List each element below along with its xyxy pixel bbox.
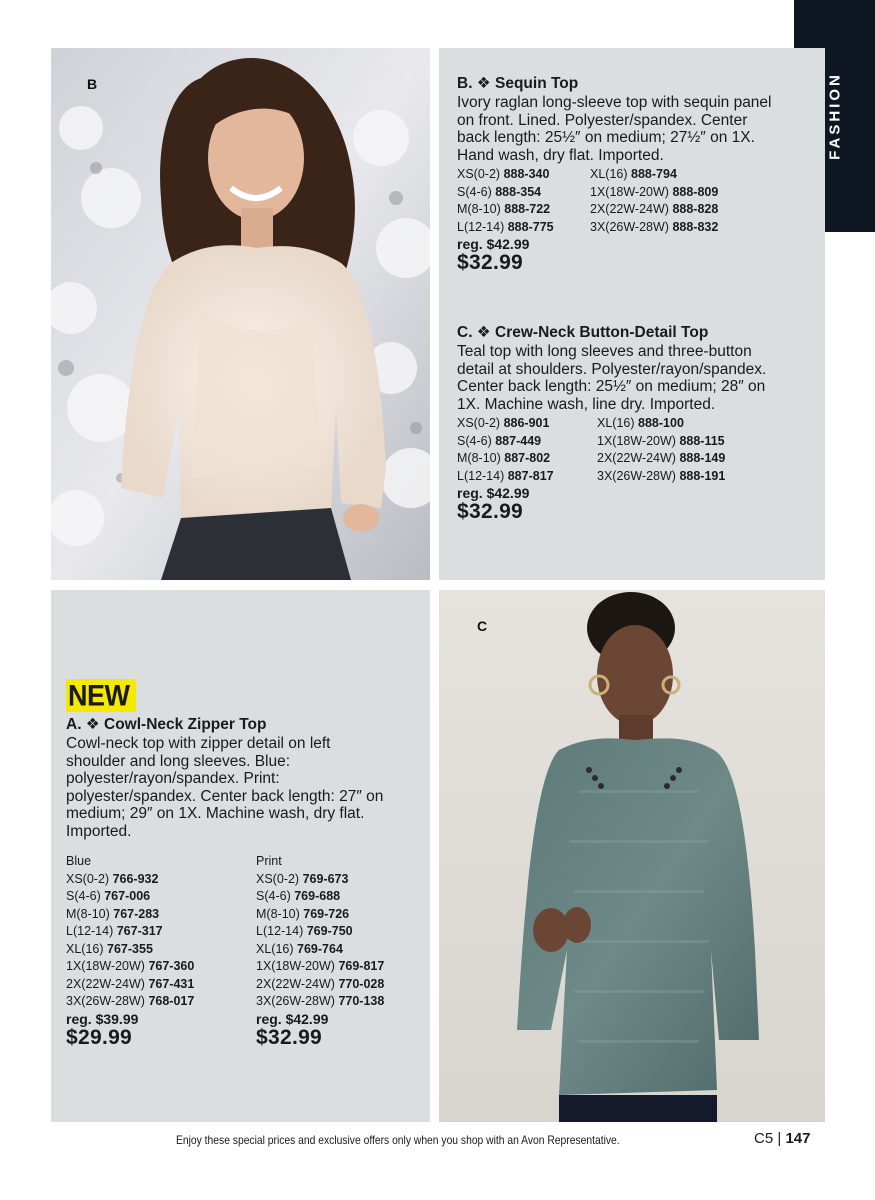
sku-item: S(4-6) 769-688 xyxy=(256,889,341,903)
sku-item: 3X(26W-28W) 770-138 xyxy=(256,994,385,1008)
product-b-title: B. ❖ Sequin Top xyxy=(457,75,579,92)
sku-item: 1X(18W-20W) 888-115 xyxy=(597,433,725,448)
sku-item: L(12-14) 769-750 xyxy=(256,924,353,938)
sku-item: M(8-10) 888-722 xyxy=(457,202,551,216)
variant-print xyxy=(256,853,421,1049)
sku-item: 1X(18W-20W) 767-360 xyxy=(66,959,195,973)
button-detail-top-illustration xyxy=(439,590,825,1122)
sku-item: 1X(18W-20W) 769-817 xyxy=(256,959,385,973)
variant-print-sale-price: $32.99 xyxy=(256,1025,323,1049)
sku-item: XS(0-2) 886-901 xyxy=(457,416,550,430)
sku-item: 1X(18W-20W) 888-809 xyxy=(590,184,719,199)
sku-item: XS(0-2) 888-340 xyxy=(457,167,550,181)
product-c-skus xyxy=(457,415,817,485)
product-a-description: Cowl-neck top with zipper detail on left shoulder and long sleeves. Blue: polyester/rayon/spandex. Print: polyester/spandex. Center back length: 27″ on medium; 29″ on 1X. Machine wash, dry flat. Imported. xyxy=(66,735,384,840)
sku-item: 3X(26W-28W) 888-832 xyxy=(590,219,719,234)
sku-item: L(12-14) 888-775 xyxy=(457,219,554,234)
product-c-regular-price: reg. $42.99 xyxy=(457,485,530,501)
footer-divider: | xyxy=(777,1130,786,1147)
sku-item: 3X(26W-28W) 888-191 xyxy=(597,468,726,483)
photo-letter-c: C xyxy=(477,618,488,634)
product-b-skus xyxy=(457,166,817,236)
product-a-title: A. ❖ Cowl-Neck Zipper Top xyxy=(66,716,267,733)
variant-print-regular-price: reg. $42.99 xyxy=(256,1010,329,1027)
sku-item: S(4-6) 767-006 xyxy=(66,889,151,903)
sku-item: S(4-6) 887-449 xyxy=(457,433,542,448)
variant-blue-label: Blue xyxy=(66,854,92,868)
sku-item: L(12-14) 887-817 xyxy=(457,468,554,483)
product-b xyxy=(457,75,817,274)
sku-item: 2X(22W-24W) 888-828 xyxy=(590,202,719,216)
photo-button-detail-top xyxy=(439,590,825,1122)
variant-blue-regular-price: reg. $39.99 xyxy=(66,1010,139,1027)
new-badge: NEW xyxy=(66,679,136,712)
variant-blue-sale-price: $29.99 xyxy=(66,1025,133,1049)
sku-item: 2X(22W-24W) 888-149 xyxy=(597,451,726,465)
photo-sequin-top xyxy=(51,48,430,580)
sku-item: XL(16) 767-355 xyxy=(66,941,153,956)
product-b-description: Ivory raglan long-sleeve top with sequin panel on front. Lined. Polyester/spandex. Center back length: 25½″ on medium; 27½″ on 1X. Hand wash, dry flat. Imported. xyxy=(457,94,772,164)
product-c xyxy=(457,324,817,523)
product-b-sale-price: $32.99 xyxy=(457,251,524,274)
sku-item: M(8-10) 887-802 xyxy=(457,451,551,465)
sku-item: 2X(22W-24W) 767-431 xyxy=(66,976,195,991)
sku-item: S(4-6) 888-354 xyxy=(457,184,542,199)
footer-disclaimer: Enjoy these special prices and exclusive offers only when you shop with an Avon Representative. xyxy=(176,1133,620,1147)
sku-item: XS(0-2) 766-932 xyxy=(66,871,159,886)
info-panel-a xyxy=(51,590,430,1122)
sku-item: XL(16) 769-764 xyxy=(256,941,343,956)
sku-item: 3X(26W-28W) 768-017 xyxy=(66,994,195,1008)
sku-item: M(8-10) 769-726 xyxy=(256,906,350,921)
footer-section: C5 xyxy=(754,1130,774,1147)
sku-item: M(8-10) 767-283 xyxy=(66,906,160,921)
sku-item: L(12-14) 767-317 xyxy=(66,924,163,938)
product-a xyxy=(66,679,421,1049)
footer-page-info xyxy=(754,1130,810,1147)
section-tab-label: FASHION xyxy=(826,72,843,160)
product-c-title: C. ❖ Crew-Neck Button-Detail Top xyxy=(457,324,709,341)
variant-blue xyxy=(66,853,256,1049)
sku-item: XL(16) 888-100 xyxy=(597,416,684,430)
product-b-regular-price: reg. $42.99 xyxy=(457,236,530,252)
product-c-sale-price: $32.99 xyxy=(457,500,524,523)
sku-item: XL(16) 888-794 xyxy=(590,167,677,181)
new-badge-wrap xyxy=(66,679,421,716)
photo-letter-b: B xyxy=(87,76,98,92)
variant-print-label: Print xyxy=(256,854,282,868)
footer-page-number: 147 xyxy=(785,1130,811,1147)
sequin-top-illustration xyxy=(51,48,430,580)
product-c-description: Teal top with long sleeves and three-button detail at shoulders. Polyester/rayon/spandex. Center back length: 25½″ on medium; 28″ on 1X. Machine wash, line dry. Imported. xyxy=(457,343,767,413)
info-panel-b-c xyxy=(439,48,825,580)
sku-item: 2X(22W-24W) 770-028 xyxy=(256,976,385,991)
sku-item: XS(0-2) 769-673 xyxy=(256,871,349,886)
product-a-variants xyxy=(66,853,421,1049)
